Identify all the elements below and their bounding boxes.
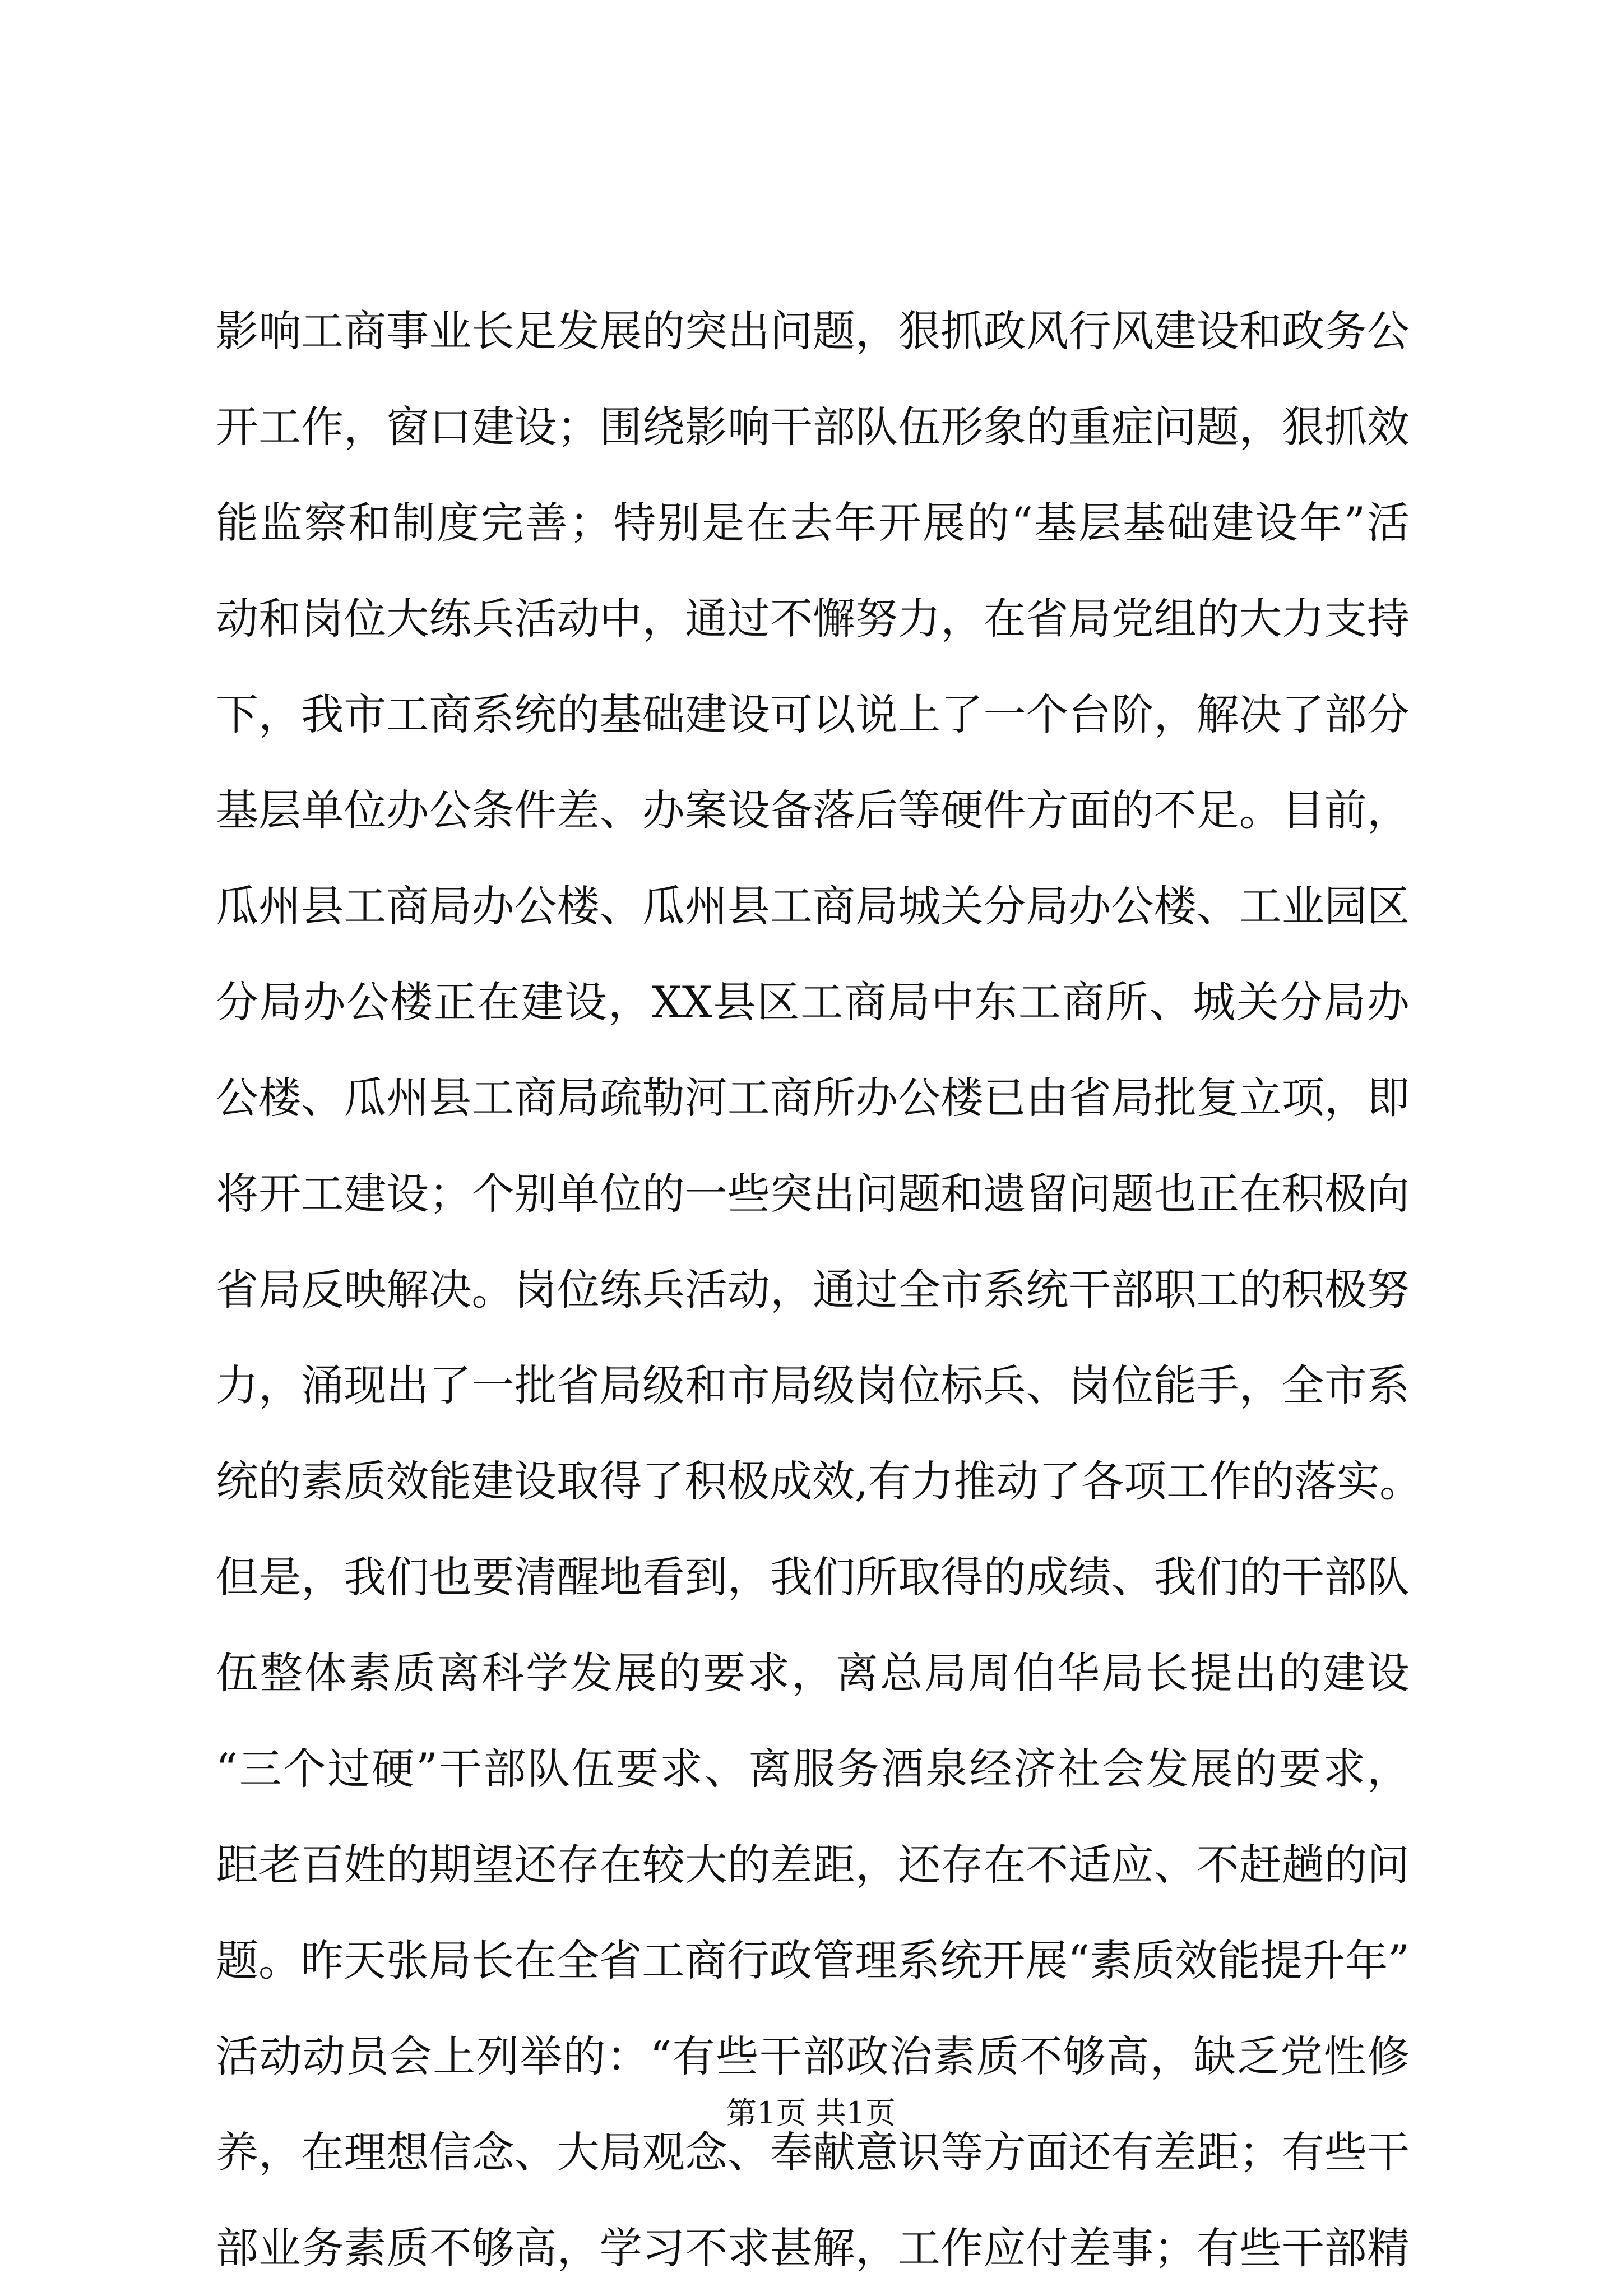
text-line-8: 分局办公楼正在建设，XX县区工商局中东工商所、城关分局办 [216,977,1410,1027]
text-line-17: 距老百姓的期望还存在较大的差距，还存在不适应、不赶趟的问 [216,1840,1410,1890]
text-line-21: 部业务素质不够高，学习不求甚解，工作应付差事；有些干部精 [216,2223,1410,2273]
text-line-16: “三个过硬”干部队伍要求、离服务酒泉经济社会发展的要求， [216,1744,1410,1794]
text-line-4: 动和岗位大练兵活动中，通过不懈努力，在省局党组的大力支持 [216,594,1410,644]
text-line-6: 基层单位办公条件差、办案设备落后等硬件方面的不足。目前， [216,785,1410,835]
text-line-1: 影响工商事业长足发展的突出问题，狠抓政风行风建设和政务公 [216,306,1410,356]
text-line-20: 养，在理想信念、大局观念、奉献意识等方面还有差距；有些干 [216,2127,1410,2177]
text-line-11: 省局反映解决。岗位练兵活动，通过全市系统干部职工的积极努 [216,1265,1410,1314]
text-line-10: 将开工建设；个别单位的一些突出问题和遗留问题也正在积极向 [216,1169,1410,1219]
text-line-19: 活动动员会上列举的：“有些干部政治素质不够高，缺乏党性修 [216,2031,1410,2081]
text-line-14: 但是，我们也要清醒地看到，我们所取得的成绩、我们的干部队 [216,1552,1410,1602]
text-line-7: 瓜州县工商局办公楼、瓜州县工商局城关分局办公楼、工业园区 [216,881,1410,931]
text-line-3: 能监察和制度完善；特别是在去年开展的“基层基础建设年”活 [216,498,1410,548]
text-line-9: 公楼、瓜州县工商局疏勒河工商所办公楼已由省局批复立项，即 [216,1073,1410,1123]
text-line-15: 伍整体素质离科学发展的要求，离总局周伯华局长提出的建设 [216,1648,1410,1698]
text-line-18: 题。昨天张局长在全省工商行政管理系统开展“素质效能提升年” [216,1936,1410,1985]
text-line-13: 统的素质效能建设取得了积极成效,有力推动了各项工作的落实。 [216,1456,1422,1506]
text-line-12: 力，涌现出了一批省局级和市局级岗位标兵、岗位能手，全市系 [216,1360,1410,1410]
text-line-2: 开工作，窗口建设；围绕影响干部队伍形象的重症问题，狠抓效 [216,402,1410,452]
body-text [216,283,1422,2296]
page-number-footer: 第1页 共1页 [726,2095,896,2131]
text-line-5: 下，我市工商系统的基础建设可以说上了一个台阶，解决了部分 [216,689,1410,739]
